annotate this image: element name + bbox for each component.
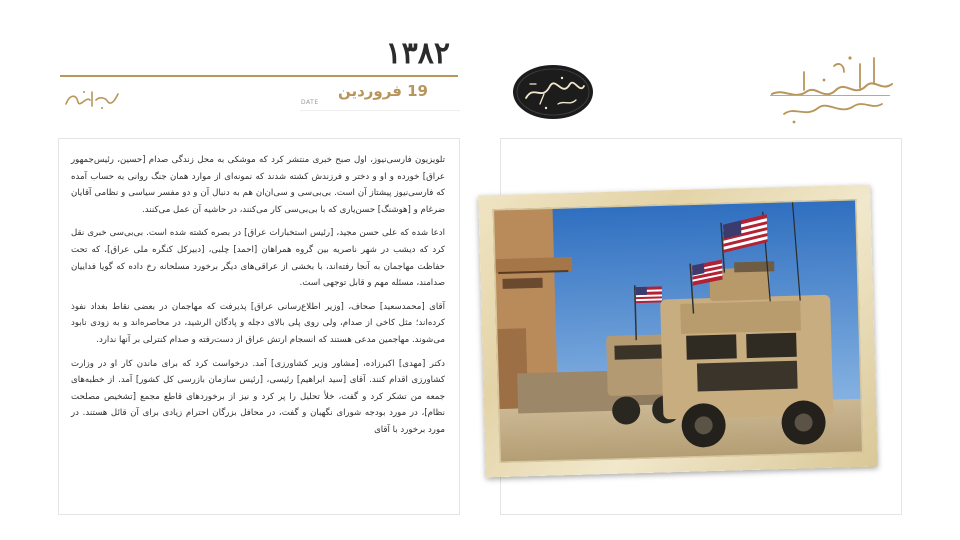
vintage-photo-frame [478,185,878,478]
paragraph: تلویزیون فارسی‌نیوز، اول صبح خبری منتشر کرد که موشکی به محل زندگی صدام [حسین، رئیس‌جمهور عراق] خورده و او و دختر و فرزندش کشته شدند که نمونه‌ای از موارد همان جنگ روانی به حساب آمده که فارسی‌نیوز پیشتاز آن است. بی‌بی‌سی و سی‌ان‌ان هم به دنبال آن و دو مفسر سیاسی و نظامی آقایان ضرغام و [هوشنگ] حسن‌یاری که با بی‌بی‌سی کار می‌کنند، در حاشیه آن عمل می‌کنند. [71,155,445,215]
calligraphy-seal [512,64,594,120]
publisher-logo [62,86,122,112]
day-label: 19 فروردین [337,82,428,100]
paragraph: آقای [محمدسعید] صحاف، [وزیر اطلاع‌رسانی عراق] پذیرفت که مهاجمان در بعضی نقاط بغداد نفوذ کرده‌اند؛ مثل کاخی از صدام، ولی روی پلی بالای دجله و پادگان الرشید، در محاصره‌اند و به زودی نابود می‌شوند. مهاجمین مدعی هستند که انسجام ارتش عراق از دست‌رفته و صدام کنترلی بر آنها ندارد. [71,301,445,345]
title-underline [770,95,890,96]
year-label: ۱۳۸۲ [385,36,450,71]
paragraph: دکتر [مهدی] اکبرزاده، [مشاور وزیر کشاورزی] آمد. درخواست کرد که برای ماندن کار او در وزارت کشاورزی اقدام کنند. آقای [سید ابراهیم] رئیسی، [رئیس سازمان بازرسی کل کشور] آمد. از خطبه‌های جمعه من تشکر کرد و گفت، خلأ تحلیل را پر کرد و نیز از برخوردهای قاطع مجمع [تشخیص مصلحت نظام]، در مورد بودجه شورای نگهبان و گفت، در محافل بزرگان احترام زیادی برای آن قائل هستند. در مورد برخورد با آقای [71,358,445,435]
memoir-text [71,152,445,446]
military-vehicles-photo [493,199,864,463]
date-underline [300,110,460,111]
header-divider [60,75,458,77]
paragraph: ادعا شده که علی حسن مجید، [رئیس استخبارات عراق] در بصره کشته شده است. بی‌بی‌سی خبری نقل کرد که دیشب در شهر ناصریه بین گروه همراهان [احمد] چلبی، [دبیرکل کنگره ملی عراق]، که تحت حفاظت مهاجمان به آنجا رفته‌اند، با بخشی از عراقی‌های دیگر برخورد مسلحانه رخ داده که گویا فداییان صدامند، مسئله مهم و قابل توجهی است. [71,228,445,289]
series-title-logo [764,44,900,128]
date-caption: DATE [301,99,319,106]
memoir-text-card [58,138,460,515]
